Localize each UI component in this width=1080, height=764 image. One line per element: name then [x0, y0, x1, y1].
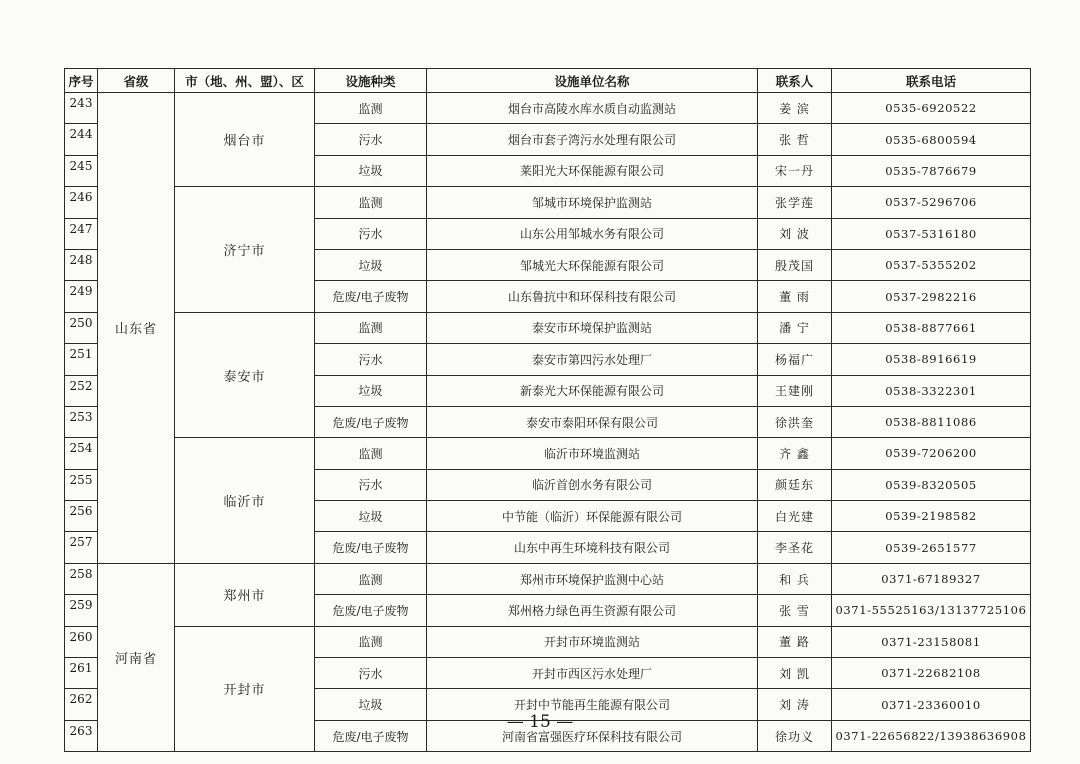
city-cell: 烟台市: [175, 93, 315, 187]
facility-type: 监测: [315, 187, 427, 218]
unit-name: 泰安市泰阳环保有限公司: [427, 406, 758, 437]
contact-phone: 0535-7876679: [832, 155, 1031, 186]
unit-name: 中节能（临沂）环保能源有限公司: [427, 501, 758, 532]
contact-phone: 0537-5316180: [832, 218, 1031, 249]
row-seq: 260: [65, 626, 98, 657]
city-cell: 临沂市: [175, 438, 315, 564]
header-province: 省级: [98, 69, 175, 93]
contact-name: 颜廷东: [758, 469, 832, 500]
row-seq: 258: [65, 563, 98, 594]
row-seq: 255: [65, 469, 98, 500]
table-row: [65, 187, 1031, 218]
unit-name: 河南省富强医疗环保科技有限公司: [427, 720, 758, 751]
province-cell: 山东省: [98, 93, 175, 564]
contact-phone: 0535-6800594: [832, 124, 1031, 155]
contact-name: 董 雨: [758, 281, 832, 312]
contact-phone: 0539-7206200: [832, 438, 1031, 469]
unit-name: 邹城市环境保护监测站: [427, 187, 758, 218]
row-seq: 251: [65, 344, 98, 375]
row-seq: 262: [65, 689, 98, 720]
facility-type: 污水: [315, 218, 427, 249]
header-seq: 序号: [65, 69, 98, 93]
unit-name: 开封中节能再生能源有限公司: [427, 689, 758, 720]
header-city: 市（地、州、盟）、区: [175, 69, 315, 93]
unit-name: 烟台市高陵水库水质自动监测站: [427, 93, 758, 124]
facility-type: 危废/电子废物: [315, 281, 427, 312]
unit-name: 新泰光大环保能源有限公司: [427, 375, 758, 406]
unit-name: 山东公用邹城水务有限公司: [427, 218, 758, 249]
header-unit-name: 设施单位名称: [427, 69, 758, 93]
province-cell: 河南省: [98, 563, 175, 751]
table-row: [65, 438, 1031, 469]
page-number: — 15 —: [506, 712, 574, 732]
contact-phone: 0539-8320505: [832, 469, 1031, 500]
contact-phone: 0537-5296706: [832, 187, 1031, 218]
row-seq: 244: [65, 124, 98, 155]
row-seq: 243: [65, 93, 98, 124]
row-seq: 253: [65, 406, 98, 437]
header-row: [65, 69, 1031, 93]
unit-name: 泰安市环境保护监测站: [427, 312, 758, 343]
facility-type: 垃圾: [315, 375, 427, 406]
contact-name: 徐功义: [758, 720, 832, 751]
contact-phone: 0538-3322301: [832, 375, 1031, 406]
unit-name: 莱阳光大环保能源有限公司: [427, 155, 758, 186]
contact-name: 杨福广: [758, 344, 832, 375]
contact-phone: 0535-6920522: [832, 93, 1031, 124]
table-row: [65, 563, 1031, 594]
contact-name: 张 哲: [758, 124, 832, 155]
contact-name: 董 路: [758, 626, 832, 657]
facility-type: 污水: [315, 469, 427, 500]
facility-type: 危废/电子废物: [315, 532, 427, 563]
row-seq: 246: [65, 187, 98, 218]
facility-type: 垃圾: [315, 249, 427, 280]
contact-phone: 0539-2198582: [832, 501, 1031, 532]
contact-name: 白光建: [758, 501, 832, 532]
contact-name: 刘 波: [758, 218, 832, 249]
facility-type: 监测: [315, 438, 427, 469]
contact-phone: 0538-8811086: [832, 406, 1031, 437]
facility-type: 危废/电子废物: [315, 595, 427, 626]
unit-name: 郑州格力绿色再生资源有限公司: [427, 595, 758, 626]
unit-name: 临沂首创水务有限公司: [427, 469, 758, 500]
table-row: [65, 626, 1031, 657]
contact-name: 宋一丹: [758, 155, 832, 186]
contact-phone: 0371-22682108: [832, 658, 1031, 689]
contact-name: 齐 鑫: [758, 438, 832, 469]
unit-name: 泰安市第四污水处理厂: [427, 344, 758, 375]
facility-type: 污水: [315, 658, 427, 689]
facility-type: 垃圾: [315, 155, 427, 186]
contact-phone: 0371-67189327: [832, 563, 1031, 594]
contact-name: 姜 滨: [758, 93, 832, 124]
row-seq: 252: [65, 375, 98, 406]
row-seq: 256: [65, 501, 98, 532]
row-seq: 247: [65, 218, 98, 249]
facility-type: 监测: [315, 563, 427, 594]
row-seq: 261: [65, 658, 98, 689]
city-cell: 开封市: [175, 626, 315, 752]
row-seq: 250: [65, 312, 98, 343]
facility-type: 危废/电子废物: [315, 720, 427, 751]
contact-name: 张 雪: [758, 595, 832, 626]
unit-name: 临沂市环境监测站: [427, 438, 758, 469]
unit-name: 邹城光大环保能源有限公司: [427, 249, 758, 280]
contact-name: 潘 宁: [758, 312, 832, 343]
row-seq: 245: [65, 155, 98, 186]
table-row: [65, 93, 1031, 124]
unit-name: 山东鲁抗中和环保科技有限公司: [427, 281, 758, 312]
contact-phone: 0538-8916619: [832, 344, 1031, 375]
unit-name: 开封市环境监测站: [427, 626, 758, 657]
facility-type: 监测: [315, 626, 427, 657]
table-row: [65, 312, 1031, 343]
header-facility-type: 设施种类: [315, 69, 427, 93]
row-seq: 263: [65, 720, 98, 751]
city-cell: 郑州市: [175, 563, 315, 626]
contact-phone: 0537-2982216: [832, 281, 1031, 312]
contact-name: 徐洪奎: [758, 406, 832, 437]
contact-name: 李圣花: [758, 532, 832, 563]
table-body: [65, 93, 1031, 752]
unit-name: 开封市西区污水处理厂: [427, 658, 758, 689]
row-seq: 249: [65, 281, 98, 312]
facility-table: [64, 68, 1031, 752]
facility-type: 危废/电子废物: [315, 406, 427, 437]
facility-type: 垃圾: [315, 501, 427, 532]
contact-name: 张学莲: [758, 187, 832, 218]
facility-type: 监测: [315, 312, 427, 343]
header-phone: 联系电话: [832, 69, 1031, 93]
header-contact: 联系人: [758, 69, 832, 93]
city-cell: 济宁市: [175, 187, 315, 313]
facility-type: 污水: [315, 344, 427, 375]
contact-phone: 0539-2651577: [832, 532, 1031, 563]
contact-phone: 0371-23360010: [832, 689, 1031, 720]
facility-type: 垃圾: [315, 689, 427, 720]
row-seq: 259: [65, 595, 98, 626]
row-seq: 254: [65, 438, 98, 469]
contact-name: 刘 涛: [758, 689, 832, 720]
row-seq: 248: [65, 249, 98, 280]
contact-name: 殷茂国: [758, 249, 832, 280]
contact-phone: 0538-8877661: [832, 312, 1031, 343]
contact-phone: 0371-55525163/13137725106: [832, 595, 1031, 626]
contact-name: 刘 凯: [758, 658, 832, 689]
contact-phone: 0371-22656822/13938636908: [832, 720, 1031, 751]
contact-phone: 0371-23158081: [832, 626, 1031, 657]
unit-name: 烟台市套子湾污水处理有限公司: [427, 124, 758, 155]
unit-name: 郑州市环境保护监测中心站: [427, 563, 758, 594]
row-seq: 257: [65, 532, 98, 563]
unit-name: 山东中再生环境科技有限公司: [427, 532, 758, 563]
facility-type: 监测: [315, 93, 427, 124]
contact-phone: 0537-5355202: [832, 249, 1031, 280]
contact-name: 和 兵: [758, 563, 832, 594]
facility-type: 污水: [315, 124, 427, 155]
contact-name: 王建刚: [758, 375, 832, 406]
city-cell: 泰安市: [175, 312, 315, 438]
